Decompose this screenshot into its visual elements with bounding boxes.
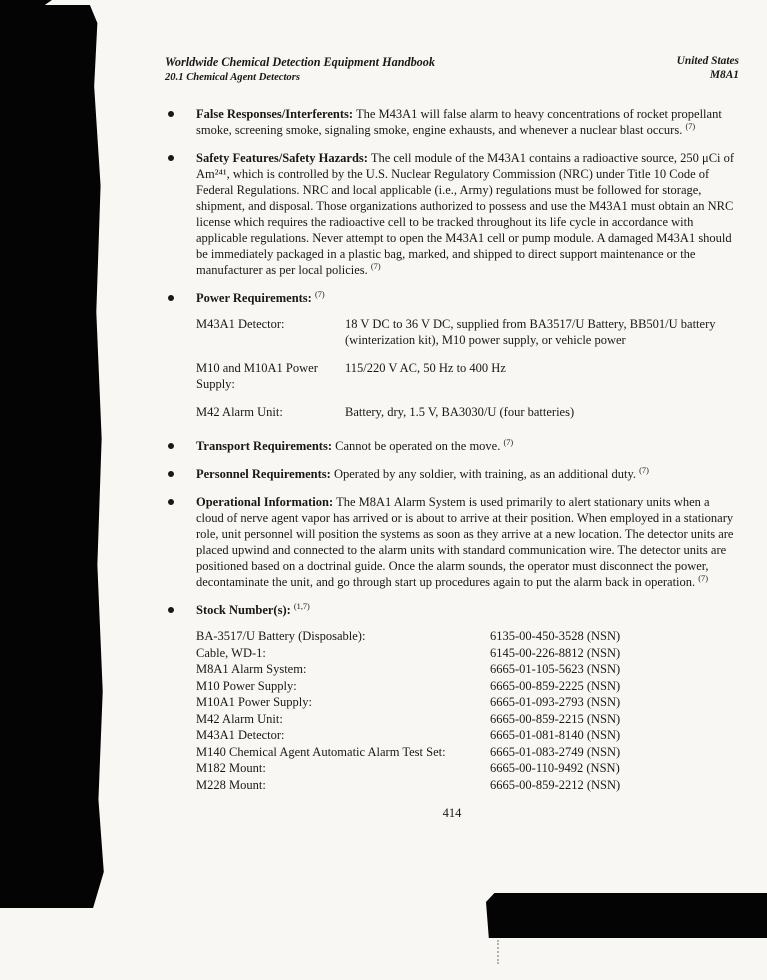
power-row-value: 18 V DC to 36 V DC, supplied from BA3517/U Battery, BB501/U battery (winterization kit), M10 power supply, or vehicle power (345, 317, 716, 347)
bullet-text: Operated by any soldier, with training, as an additional duty. (333, 467, 637, 481)
stock-row (196, 727, 739, 744)
power-requirements-table (196, 316, 739, 420)
power-row-label: M42 Alarm Unit: (196, 405, 283, 419)
bullet-label: Personnel Requirements: (196, 467, 331, 481)
bullet-icon (168, 155, 174, 161)
stock-row-label: Cable, WD-1: (196, 645, 266, 660)
footnote-ref: (7) (314, 289, 325, 299)
stock-row-nsn: 6665-00-859-2215 (NSN) (490, 711, 621, 726)
stock-row (196, 645, 739, 662)
footnote-ref: (7) (685, 121, 696, 131)
stock-row-label: M228 Mount: (196, 777, 266, 792)
scan-artifact-dotted-mark (497, 940, 499, 964)
bullet-text: The M43A1 will false alarm to heavy concentrations of rocket propellant smoke, screening smoke, signaling smoke, engine exhausts, and whenever a nuclear blast occurs. (196, 107, 722, 137)
handbook-title: Worldwide Chemical Detection Equipment Handbook (165, 55, 435, 69)
power-row-value: Battery, dry, 1.5 V, BA3030/U (four batteries) (345, 405, 575, 419)
bullet-label: Operational Information: (196, 495, 334, 509)
stock-row-nsn: 6665-01-105-5623 (NSN) (490, 662, 621, 676)
bullet-label: Stock Number(s): (196, 603, 291, 617)
bullet-power-requirements (165, 290, 739, 306)
footnote-ref: (7) (370, 261, 381, 271)
bullet-false-responses (165, 106, 739, 138)
bullet-icon (168, 471, 174, 477)
bullet-stock-numbers (165, 602, 739, 618)
page-number: 414 (442, 806, 462, 820)
page-content (165, 54, 739, 821)
stock-row (196, 661, 739, 678)
stock-row-nsn: 6665-00-110-9492 (NSN) (490, 761, 620, 775)
header-left (165, 54, 435, 86)
bullet-label: Safety Features/Safety Hazards: (196, 151, 368, 165)
scan-artifact-bottom-band (486, 893, 767, 938)
power-row-label: M10 and M10A1 Power Supply: (196, 361, 318, 391)
power-row (196, 404, 739, 420)
bullet-text: Cannot be operated on the move. (335, 439, 501, 453)
power-row-label: M43A1 Detector: (196, 317, 285, 331)
footnote-ref: (7) (698, 573, 708, 583)
bullet-icon (168, 499, 174, 505)
stock-row-nsn: 6665-01-083-2749 (NSN) (490, 744, 621, 759)
stock-row (196, 744, 739, 761)
stock-numbers-table (196, 628, 739, 793)
bullet-icon (168, 443, 174, 449)
bullet-operational-information (165, 494, 739, 590)
bullet-text: The cell module of the M43A1 contains a radioactive source, 250 μCi of Am²⁴¹, which is controlled by the U.S. Nuclear Regulatory Commission (NRC) under Title 10 Code of Federal Regulations. NRC and local applicable (i.e., Army) regulations must be followed for storage, shipment, and disposal. Those organizations authorized to possess and use the M43A1 must obtain an NRC license which requires the radioactive cell to be tracked throughout its life cycle in accordance with applicable regulations. Never attempt to open the M43A1 cell or pump module. A damaged M43A1 should be immediately packaged in a plastic bag, marked, and shipped to direct support maintenance or the manufacturer as per local policies. (196, 151, 735, 277)
bullet-safety-features (165, 150, 739, 278)
stock-row-label: M43A1 Detector: (196, 728, 285, 742)
bullet-label: Transport Requirements: (196, 439, 332, 453)
footnote-ref: (1,7) (293, 601, 310, 611)
stock-row (196, 760, 739, 777)
bullet-icon (168, 607, 174, 613)
bullet-text: The M8A1 Alarm System is used primarily to alert stationary units when a cloud of nerve agent vapor has arrived or is about to arrive at their position. When employed in a stationary role, unit personnel will position the systems as soon as they arrive at a new location. The detector units are placed upwind and connected to the alarm units with standard communication wire. The detector units are positioned based on a doctrinal guide. Once the alarm sounds, the operator must disconnect the power, decontaminate the unit, and go through start up procedures again to put the alarm back in operation. (196, 495, 734, 589)
power-row (196, 360, 739, 392)
scan-artifact-left-band (0, 5, 107, 908)
bullet-icon (168, 111, 174, 117)
stock-row-label: M42 Alarm Unit: (196, 711, 283, 726)
country-label: United States (676, 55, 739, 67)
stock-row-nsn: 6665-00-859-2225 (NSN) (490, 678, 621, 693)
bullet-personnel-requirements (165, 466, 739, 482)
stock-row (196, 694, 739, 711)
stock-row-label: M10 Power Supply: (196, 678, 297, 693)
stock-row-nsn: 6135-00-450-3528 (NSN) (490, 629, 621, 643)
stock-row-nsn: 6665-00-859-2212 (NSN) (490, 777, 621, 792)
stock-row-label: M10A1 Power Supply: (196, 695, 312, 709)
header-right (677, 54, 739, 82)
bullet-transport-requirements (165, 438, 739, 454)
bullet-icon (168, 295, 174, 301)
stock-row-label: BA-3517/U Battery (Disposable): (196, 629, 366, 643)
power-row (196, 316, 739, 348)
stock-row-nsn: 6665-01-081-8140 (NSN) (490, 728, 621, 742)
stock-row (196, 711, 739, 728)
footnote-ref: (7) (639, 465, 649, 475)
stock-row-label: M140 Chemical Agent Automatic Alarm Test Set: (196, 744, 446, 759)
stock-row (196, 678, 739, 695)
power-row-value: 115/220 V AC, 50 Hz to 400 Hz (345, 361, 506, 375)
page-header (165, 54, 739, 86)
bullet-label: False Responses/Interferents: (196, 107, 354, 121)
stock-row (196, 777, 739, 794)
bullet-label: Power Requirements: (196, 291, 312, 305)
stock-row (196, 628, 739, 645)
stock-row-label: M8A1 Alarm System: (196, 662, 307, 676)
section-title: 20.1 Chemical Agent Detectors (165, 72, 300, 83)
stock-row-nsn: 6145-00-226-8812 (NSN) (490, 645, 621, 660)
stock-row-nsn: 6665-01-093-2793 (NSN) (490, 695, 621, 709)
model-label: M8A1 (709, 69, 739, 81)
stock-row-label: M182 Mount: (196, 761, 266, 775)
footnote-ref: (7) (503, 437, 514, 447)
